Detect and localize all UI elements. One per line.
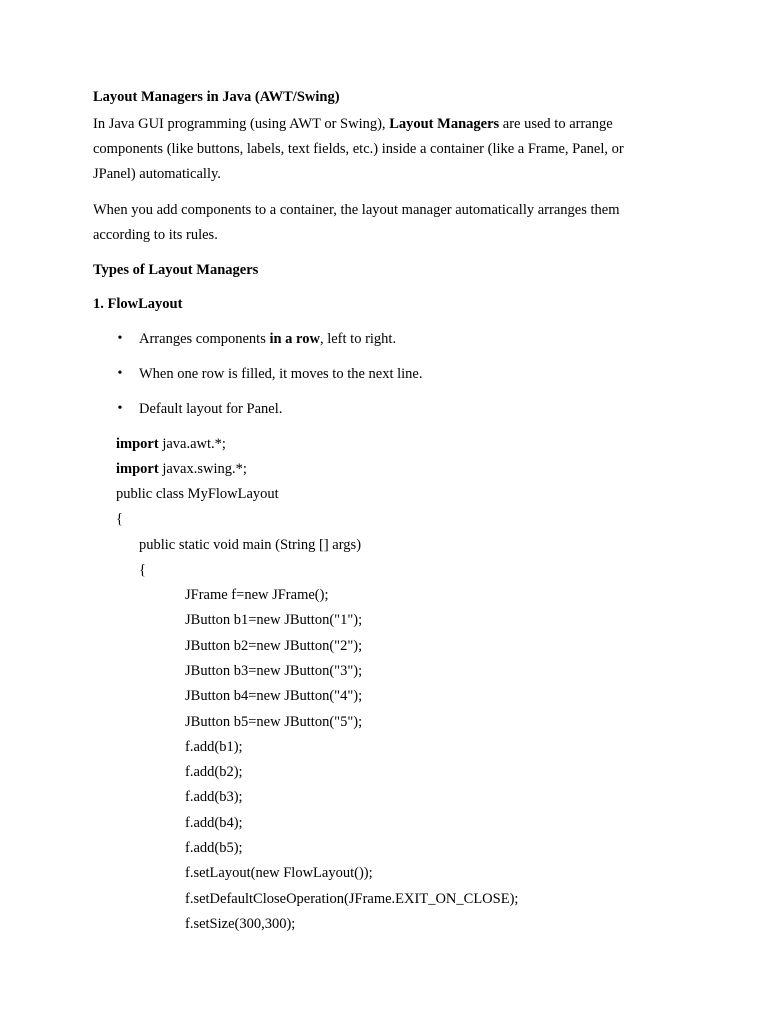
bullet-item-3: Default layout for Panel. [139,401,283,417]
bullet-item-2: When one row is filled, it moves to the next line. [139,366,423,382]
code-keyword: import [116,436,159,452]
bullet-glyph: • [117,366,123,381]
code-line: JFrame f=new JFrame(); [185,587,329,603]
code-line: f.setSize(300,300); [185,916,296,932]
code-line: f.add(b5); [185,840,243,856]
bullet-text: , left to right. [319,331,397,347]
para2-line-2: according to its rules. [93,227,218,243]
intro-bold-term: Layout Managers [389,116,500,132]
code-line: f.add(b2); [185,764,243,780]
intro-line-1 [93,115,613,133]
subsection-heading: 1. FlowLayout [93,296,183,312]
code-line: f.add(b3); [185,789,243,805]
code-line: f.setDefaultCloseOperation(JFrame.EXIT_ON_CLOSE); [185,891,519,907]
code-line-import-1 [116,435,226,453]
code-line: JButton b3=new JButton("3"); [185,663,363,679]
code-line-brace: { [116,511,123,527]
page-title: Layout Managers in Java (AWT/Swing) [93,89,340,105]
code-line: JButton b1=new JButton("1"); [185,612,363,628]
code-text: java.awt.*; [158,436,226,452]
code-line-import-2 [116,460,247,478]
code-line: f.add(b1); [185,739,243,755]
bullet-bold-text: in a row [269,331,320,347]
code-keyword: import [116,461,159,477]
section-heading: Types of Layout Managers [93,262,259,278]
code-line-class: public class MyFlowLayout [116,486,279,502]
intro-text: In Java GUI programming (using AWT or Swing), [93,116,390,132]
code-line: f.add(b4); [185,815,243,831]
code-line-brace: { [139,562,146,578]
bullet-item-1 [139,330,396,348]
bullet-glyph: • [117,331,123,346]
intro-line-2: components (like buttons, labels, text fields, etc.) inside a container (like a Frame, Panel, or [93,141,624,157]
bullet-text: Arranges components [139,331,270,347]
code-line: JButton b5=new JButton("5"); [185,714,363,730]
code-text: javax.swing.*; [158,461,247,477]
code-line: f.setLayout(new FlowLayout()); [185,865,373,881]
code-line-main: public static void main (String [] args) [139,537,362,553]
bullet-glyph: • [117,401,123,416]
code-line: JButton b2=new JButton("2"); [185,638,363,654]
intro-text: are used to arrange [499,116,613,132]
code-line: JButton b4=new JButton("4"); [185,688,363,704]
para2-line-1: When you add components to a container, the layout manager automatically arranges them [93,202,620,218]
intro-line-3: JPanel) automatically. [93,166,221,182]
